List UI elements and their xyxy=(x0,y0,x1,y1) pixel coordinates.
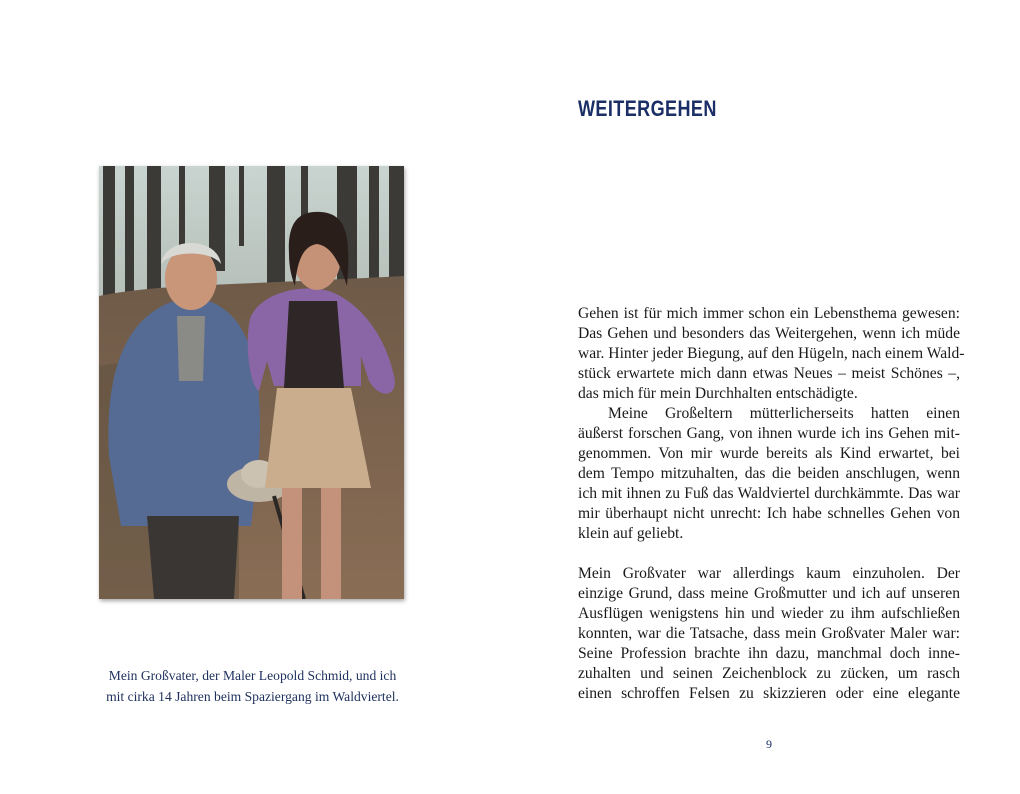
text-line: dem Tempo mitzuhalten, das die beiden anschlugen, wenn xyxy=(578,465,960,482)
text-line: zuhalten und seinen Zeichenblock zu zücken, um rasch xyxy=(578,665,960,682)
text-line: konnten, war die Tatsache, dass mein Großvater Maler war: xyxy=(578,625,960,642)
paragraph-spacer xyxy=(578,544,960,564)
text-line: genommen. Von mir wurde bereits als Kind erwartet, bei xyxy=(578,445,960,462)
page-number: 9 xyxy=(766,737,772,751)
text-line: mir überhaupt nicht unrecht: Ich habe schnelles Gehen von xyxy=(578,505,960,522)
paragraph xyxy=(578,564,960,704)
text-line: Seine Profession brachte ihn dazu, manchmal doch inne- xyxy=(578,645,960,662)
photo-grandfather-and-author xyxy=(99,166,404,599)
paragraph xyxy=(578,304,965,404)
text-line: einzige Grund, dass meine Großmutter und ich auf unseren xyxy=(578,585,960,602)
text-line: Ausflügen wenigstens hin und wieder zu ihm aufschließen xyxy=(578,605,960,622)
text-line: das mich für mein Durchhalten entschädigte. xyxy=(578,385,858,402)
text-line: einen schroffen Felsen zu skizzieren oder eine elegante xyxy=(578,685,960,702)
text-line: Meine Großeltern mütterlicherseits hatten einen xyxy=(608,405,960,422)
text-line: stück erwartete mich dann etwas Neues – meist Schönes –, xyxy=(578,365,960,382)
text-line: ich mit ihnen zu Fuß das Waldviertel durchkämmte. Das war xyxy=(578,485,960,502)
text-line: äußerst forschen Gang, von ihnen wurde ich ins Gehen mit- xyxy=(578,425,960,442)
body-text xyxy=(578,304,965,704)
photo-caption xyxy=(100,666,405,707)
text-line: war. Hinter jeder Biegung, auf den Hügeln, nach einem Wald- xyxy=(578,345,965,362)
text-line: Gehen ist für mich immer schon ein Lebensthema gewesen: xyxy=(578,305,960,322)
caption-line: Mein Großvater, der Maler Leopold Schmid, und ich xyxy=(108,668,397,683)
text-line: Mein Großvater war allerdings kaum einzuholen. Der xyxy=(578,565,960,582)
paragraph xyxy=(578,404,960,544)
text-line: klein auf geliebt. xyxy=(578,525,684,542)
chapter-title: WEITERGEHEN xyxy=(578,96,717,121)
photo-illustration xyxy=(99,166,404,599)
text-line: Das Gehen und besonders das Weitergehen, wenn ich müde xyxy=(578,325,960,342)
caption-line: mit cirka 14 Jahren beim Spaziergang im Waldviertel. xyxy=(106,688,399,704)
